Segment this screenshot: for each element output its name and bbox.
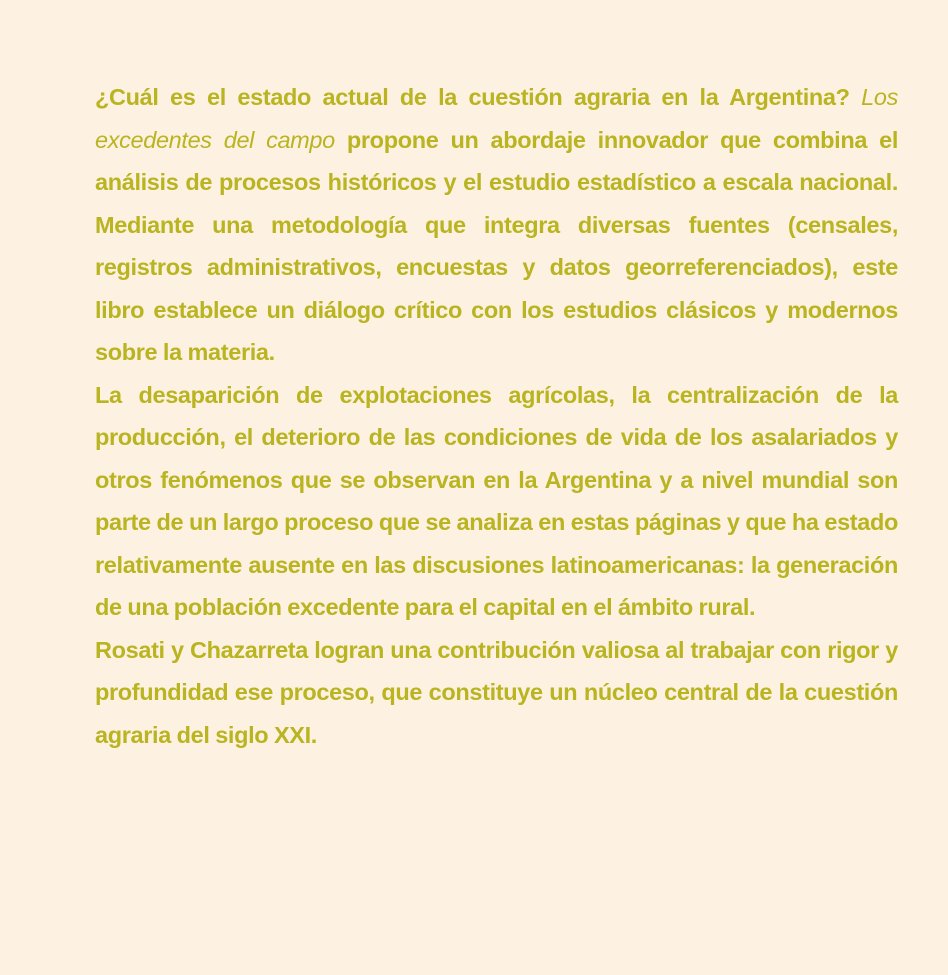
blurb-description: propone un abordaje innovador que combina el análisis de procesos históricos y el estudio estadístico a escala nacional. Mediante una metodología que integra diversas fuentes (censales, registros administrativos, encuestas y datos georreferenciados), este libro establece un diálogo crítico con los estudios clásicos y modernos sobre la materia. xyxy=(95,126,898,365)
book-title-italic: Los excedentes del campo xyxy=(95,84,898,153)
blurb-paragraph-1 xyxy=(95,76,898,374)
blurb-question: ¿Cuál es el estado actual de la cuestión agraria en la Argentina? xyxy=(95,84,862,110)
back-cover-blurb xyxy=(95,76,898,756)
blurb-paragraph-3: Rosati y Chazarreta logran una contribución valiosa al trabajar con rigor y profundidad ese proceso, que constituye un núcleo central de la cuestión agraria del siglo XXI. xyxy=(95,636,898,748)
blurb-paragraph-2: La desaparición de explotaciones agrícolas, la centralización de la producción, el deterioro de las condiciones de vida de los asalariados y otros fenómenos que se observan en la Argentina y a nivel mundial son parte de un largo proceso que se analiza en estas páginas y que ha estado relativamente ausente en las discusiones latinoamericanas: la generación de una población excedente para el capital en el ámbito rural. xyxy=(95,381,898,620)
